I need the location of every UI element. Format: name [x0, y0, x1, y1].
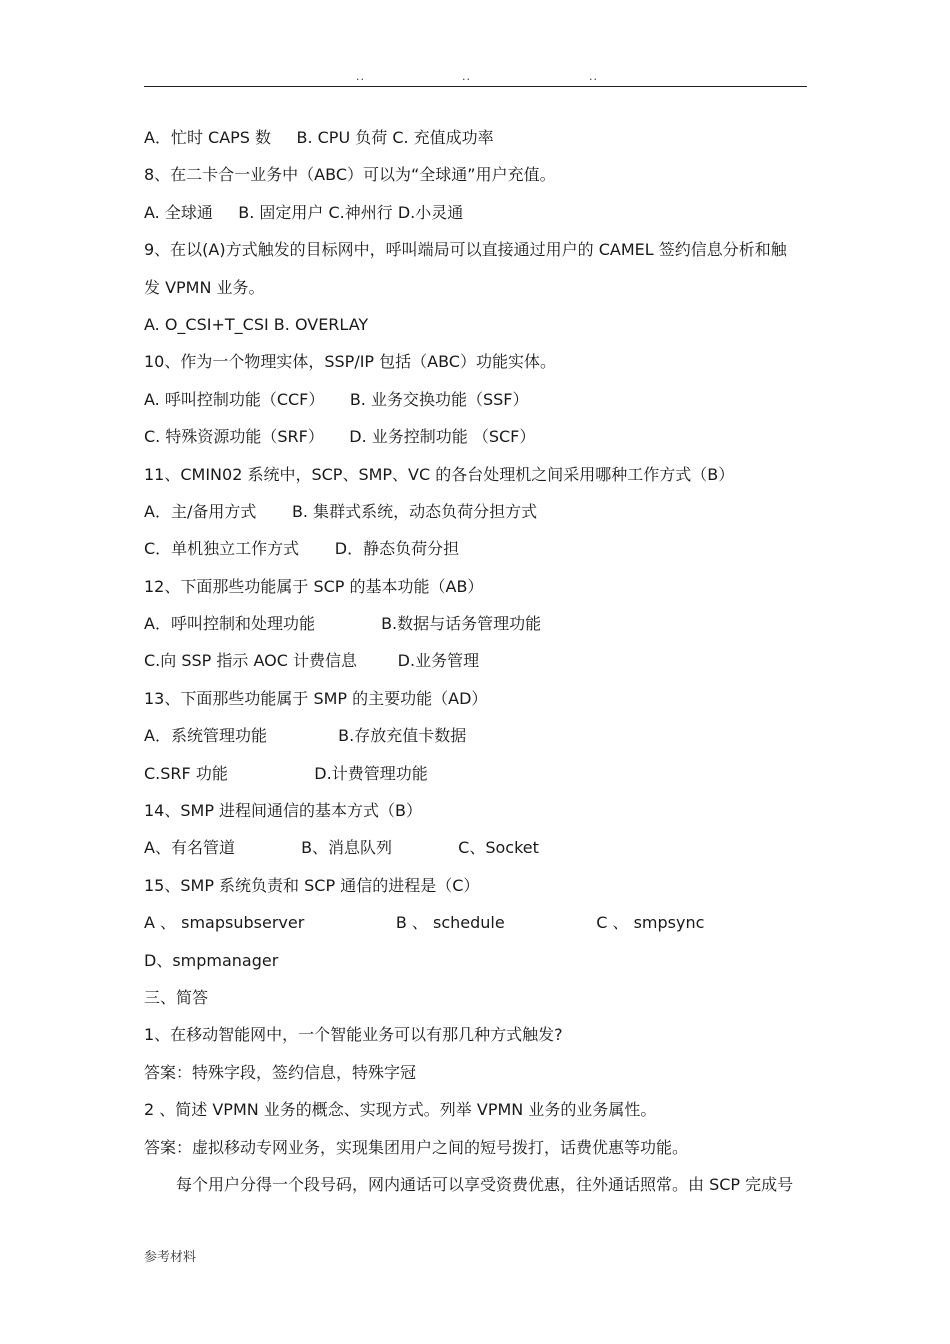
text-line: 答案：虚拟移动专网业务，实现集团用户之间的短号拨打，话费优惠等功能。: [144, 1137, 689, 1157]
text-line: A 、 smapsubserver B 、 schedule C 、 smpsync: [144, 913, 705, 933]
header-mark: ..: [356, 70, 365, 83]
header-mark: ..: [462, 70, 471, 83]
text-line: A．忙时 CAPS 数 B. CPU 负荷 C. 充值成功率: [144, 128, 494, 147]
text-line: 8、在二卡合一业务中（ABC）可以为“全球通”用户充值。: [144, 165, 556, 185]
text-line: 发 VPMN 业务。: [144, 277, 265, 297]
page-footer: 参考材料: [144, 1250, 197, 1265]
text-line: A. 呼叫控制功能（CCF） B. 业务交换功能（SSF）: [144, 389, 529, 409]
text-line: A．呼叫控制和处理功能 B.数据与话务管理功能: [144, 614, 542, 634]
text-line: 14、SMP 进程间通信的基本方式（B）: [144, 801, 423, 821]
document-body: [144, 119, 807, 1203]
text-line: C. 特殊资源功能（SRF） D. 业务控制功能 （SCF）: [144, 427, 536, 447]
text-line: 15、SMP 系统负责和 SCP 通信的进程是（C）: [144, 875, 480, 895]
text-line: A．系统管理功能 B.存放充值卡数据: [144, 726, 467, 746]
text-line: 每个用户分得一个段号码，网内通话可以享受资费优惠，往外通话照常。由 SCP 完成号: [176, 1174, 794, 1194]
text-line: A. O_CSI+T_CSI B. OVERLAY: [144, 314, 369, 334]
text-line: 12、下面那些功能属于 SCP 的基本功能（AB）: [144, 576, 484, 596]
text-line: 13、下面那些功能属于 SMP 的主要功能（AD）: [144, 688, 488, 708]
text-line: 9、在以(A)方式触发的目标网中，呼叫端局可以直接通过用户的 CAMEL 签约信息分析和触: [144, 240, 787, 260]
text-line: C．单机独立工作方式 D．静态负荷分担: [144, 539, 460, 559]
text-line: A．主/备用方式 B. 集群式系统，动态负荷分担方式: [144, 501, 538, 521]
text-line: 2 、简述 VPMN 业务的概念、实现方式。列举 VPMN 业务的业务属性。: [144, 1100, 657, 1120]
text-line: C.向 SSP 指示 AOC 计费信息 D.业务管理: [144, 651, 480, 671]
text-line: C.SRF 功能 D.计费管理功能: [144, 763, 428, 783]
text-line: 答案：特殊字段，签约信息，特殊字冠: [144, 1062, 417, 1082]
text-line: 1、在移动智能网中，一个智能业务可以有那几种方式触发?: [144, 1025, 563, 1045]
text-line: 10、作为一个物理实体，SSP/IP 包括（ABC）功能实体。: [144, 352, 556, 372]
text-line: D、smpmanager: [144, 950, 279, 970]
header-mark: ..: [589, 70, 598, 83]
text-line: A、有名管道 B、消息队列 C、Socket: [144, 838, 539, 858]
page-header: [144, 60, 807, 87]
text-line: 11、CMIN02 系统中，SCP、SMP、VC 的各台处理机之间采用哪种工作方式（B）: [144, 464, 735, 484]
text-line: A. 全球通 B. 固定用户 C.神州行 D.小灵通: [144, 202, 464, 222]
text-line: 三、简答: [144, 987, 209, 1007]
